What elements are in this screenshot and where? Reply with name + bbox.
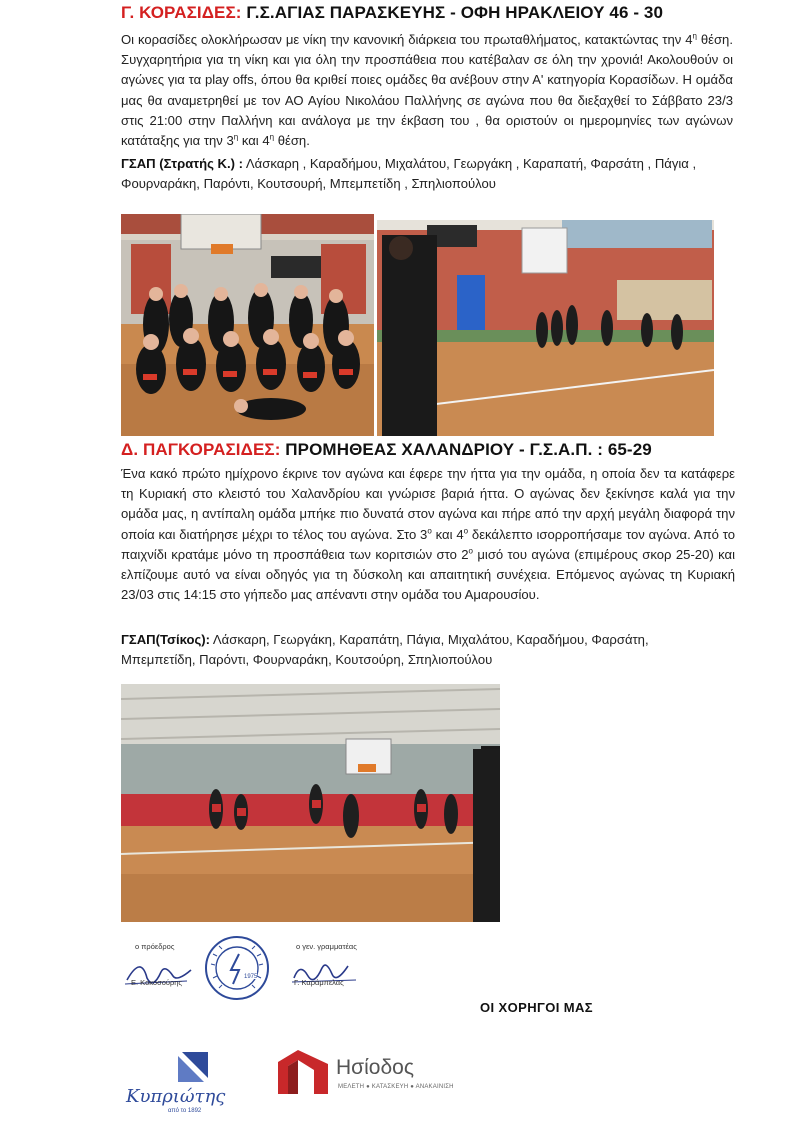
president-name: Ε. Κοκοσούρης <box>131 978 183 987</box>
team-photo-image <box>121 214 374 436</box>
section-d-paragraph <box>121 464 735 605</box>
secretary-name: Γ. Καράμπελας <box>294 978 344 987</box>
section-g-text: Οι κορασίδες ολοκλήρωσαν με νίκη την κανονική διάρκεια του πρωταθλήματος, κατακτώντας την 4 <box>121 32 693 47</box>
sponsor-kypriotis-name: Κυπριώτης <box>126 1086 226 1107</box>
game-photo-2-image <box>121 684 500 922</box>
section-d-text: δεκάλεπτο ισορροπήσαμε τον αγώνα. Από το παιχνίδι κρατάμε μόνο τη προσπάθεια των κοριτσιών στο 2 <box>121 526 735 562</box>
hesiodos-house-icon <box>274 1048 334 1096</box>
sponsors-title: ΟΙ ΧΟΡΗΓΟΙ ΜΑΣ <box>480 1000 593 1015</box>
svg-text:1975: 1975 <box>244 974 258 980</box>
sponsor-kypriotis-logo <box>124 1048 264 1118</box>
section-g-roster <box>121 154 741 194</box>
section-d-text: και 4 <box>431 526 464 542</box>
section-g-category: Γ. ΚΟΡΑΣΙΔΕΣ: <box>121 3 242 22</box>
secretary-role: ο γεν. γραμματέας <box>296 942 357 951</box>
section-g-text: θέση. <box>274 133 310 149</box>
superscript: η <box>692 31 697 41</box>
section-g-text: και 4 <box>238 133 270 149</box>
section-g-match: Γ.Σ.ΑΓΙΑΣ ΠΑΡΑΣΚΕΥΗΣ - ΟΦΗ ΗΡΑΚΛΕΙΟΥ 46 - 30 <box>241 3 664 22</box>
section-d-text: μισό του αγώνα (επιμέρους σκορ 25-20) και ελπίζουμε αυτό να είναι οδηγός για τη δύσκολη και απαιτητική συνέχεια. Επόμενος αγώνας τη Κυριακή 23/03 στις 14:15 στο γήπεδο μας απέναντι στην ομάδα του Αμαρουσίου. <box>121 546 735 603</box>
superscript: η <box>269 132 275 142</box>
signature-president <box>121 942 201 1014</box>
sponsor-kypriotis-tag: από το 1892 <box>168 1108 202 1114</box>
club-seal <box>203 934 271 1002</box>
secretary-signature-icon <box>286 950 366 1000</box>
section-d-roster <box>121 630 721 670</box>
club-seal-icon <box>203 934 271 1002</box>
signature-secretary <box>286 942 366 1014</box>
superscript: ο <box>463 526 469 536</box>
section-g-roster-label: ΓΣΑΠ (Στρατής Κ.) : <box>121 156 244 171</box>
section-d-roster-names: Λάσκαρη, Γεωργάκη, Καραπάτη, Πάγια, Μιχαλάτου, Καραδήμου, Φαρσάτη, Μπεμπετίδη, Παρόντι, Φουρναράκη, Κουτσούρη, Σπηλιοπούλου <box>121 632 649 668</box>
game-photo-1 <box>377 220 714 436</box>
sponsor-hesiodos-tag: ΜΕΛΕΤΗ ● ΚΑΤΑΣΚΕΥΗ ● ΑΝΑΚΑΙΝΙΣΗ <box>338 1084 454 1090</box>
section-g-text: θέση. Συγχαρητήρια για τη νίκη και για όλη την προσπάθεια που κατέβαλαν σε όλη την χρονιά! Ακολουθούν οι αγώνες για τα play offs, όπου θα κριθεί ποιες ομάδες θα ανέβουν στην Α' κατηγορία Κορασίδων. Η ομάδα μας θα αναμετρηθεί με τον ΑΟ Αγίου Νικολάου Παλλήνης σε αγώνα που θα διεξαχθεί το Σάββατο 23/3 στις 21:00 στην Παλλήνη και ανάλογα με την έκβαση του , θα οριστούν οι ημερομηνίες των αγώνων κατάταξης για την 3 <box>121 32 733 149</box>
superscript: η <box>233 132 239 142</box>
section-d-text: Ένα κακό πρώτο ημίχρονο έκρινε τον αγώνα και έφερε την ήττα για την ομάδα, η οποία δεν τα κατάφερε τη Κυριακή στο κλειστό του Χαλανδρίου και γνώρισε βαριά ήττα. Ο αγώνας δεν ξεκίνησε καλά για την ομάδα μας, η αντίπαλη ομάδα μπήκε πιο δυνατά στον αγώνα και πήρε από την αρχή μεγάλη διαφορά την οποία και διατήρησε μέχρι το τέλος του αγώνα. Στο 3 <box>121 466 735 542</box>
president-signature-icon <box>121 950 201 1000</box>
section-d-category: Δ. ΠΑΓΚΟΡΑΣΙΔΕΣ: <box>121 440 281 459</box>
section-d-roster-label: ΓΣΑΠ(Τσίκος): <box>121 632 211 647</box>
president-role: ο πρόεδρος <box>135 942 175 951</box>
sponsor-hesiodos-logo <box>274 1048 474 1098</box>
section-d-match: ΠΡΟΜΗΘΕΑΣ ΧΑΛΑΝΔΡΙΟΥ - Γ.Σ.Α.Π. : 65-29 <box>280 440 652 459</box>
section-g-heading <box>121 3 663 23</box>
team-photo <box>121 214 374 436</box>
superscript: ο <box>468 546 473 556</box>
game-photo-1-image <box>377 220 714 436</box>
section-d-heading <box>121 440 652 460</box>
section-g-roster-names: Λάσκαρη , Καραδήμου, Μιχαλάτου, Γεωργάκη , Καραπατή, Φαρσάτη , Πάγια , Φουρναράκη, Παρόντι, Κουτσουρή, Μπεμπετίδη , Σπηλιοπούλου <box>121 156 697 192</box>
game-photo-2 <box>121 684 500 922</box>
sponsor-hesiodos-name: Ησίοδος <box>336 1056 414 1079</box>
superscript: ο <box>427 526 432 536</box>
section-g-paragraph <box>121 30 733 151</box>
